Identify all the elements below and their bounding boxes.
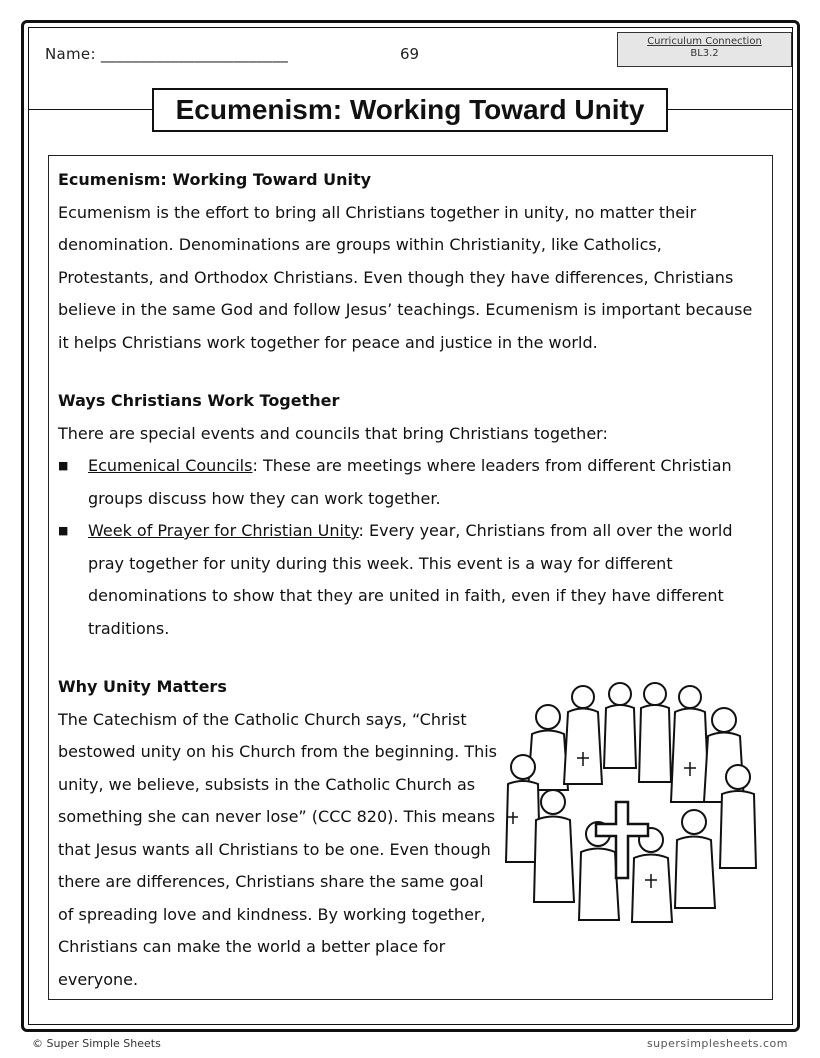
name-field: Name: ________________________ bbox=[45, 45, 289, 63]
curriculum-connection-badge bbox=[617, 32, 792, 67]
person-figure bbox=[639, 683, 671, 782]
intro-heading: Ecumenism: Working Toward Unity bbox=[58, 170, 372, 189]
person-figure bbox=[604, 683, 636, 768]
why-paragraph: The Catechism of the Catholic Church says, “Christ bestowed unity on his Church from the beginning. This unity, we believe, subsists in the Catholic Church as something she can never lose” (CCC 820). This means that Jesus wants all Christians to be one. Even though there are differences, Christians share the same goal of spreading love and kindness. By working together, Christians can make the world a better place for everyone. bbox=[58, 709, 498, 989]
people-circle-with-cross-illustration bbox=[498, 672, 763, 937]
person-figure bbox=[671, 686, 709, 802]
page-title: Ecumenism: Working Toward Unity bbox=[152, 88, 668, 132]
why-heading: Why Unity Matters bbox=[58, 677, 227, 696]
bullet-term: Week of Prayer for Christian Unity bbox=[88, 521, 359, 540]
bullet-text: : These are meetings where leaders from different Christian groups discuss how they can work together. bbox=[88, 456, 732, 508]
person-figure bbox=[632, 828, 672, 922]
list-item bbox=[58, 515, 758, 645]
bullet-term: Ecumenical Councils bbox=[88, 456, 253, 475]
footer-copyright: © Super Simple Sheets bbox=[32, 1037, 161, 1050]
person-figure bbox=[528, 705, 568, 790]
together-intro: There are special events and councils that bring Christians together: bbox=[58, 423, 608, 443]
bullet-square-icon: ■ bbox=[58, 459, 69, 472]
person-figure bbox=[534, 790, 574, 902]
page-number: 69 bbox=[400, 45, 420, 63]
curriculum-connection-code: BL3.2 bbox=[690, 48, 719, 59]
intro-paragraph: Ecumenism is the effort to bring all Christians together in unity, no matter their denomination. Denominations are groups within Christianity, like Catholics, Protestants, and Orthodox Christians. Even though they have differences, Christians believe in the same God and follow Jesus’ teachings. Ecumenism is important because it helps Christians work together for peace and justice in the world. bbox=[58, 202, 753, 352]
together-bullet-list bbox=[58, 450, 758, 645]
list-item bbox=[58, 450, 758, 515]
together-heading: Ways Christians Work Together bbox=[58, 391, 340, 410]
footer-website: supersimplesheets.com bbox=[646, 1037, 788, 1050]
bullet-square-icon: ■ bbox=[58, 524, 69, 537]
curriculum-connection-label: Curriculum Connection bbox=[647, 36, 762, 47]
person-figure bbox=[675, 810, 715, 908]
person-figure bbox=[564, 686, 602, 784]
bullet-text: : Every year, Christians from all over the world pray together for unity during this week. This event is a way for different denominations to show that they are united in faith, even if they have different traditions. bbox=[88, 521, 733, 638]
